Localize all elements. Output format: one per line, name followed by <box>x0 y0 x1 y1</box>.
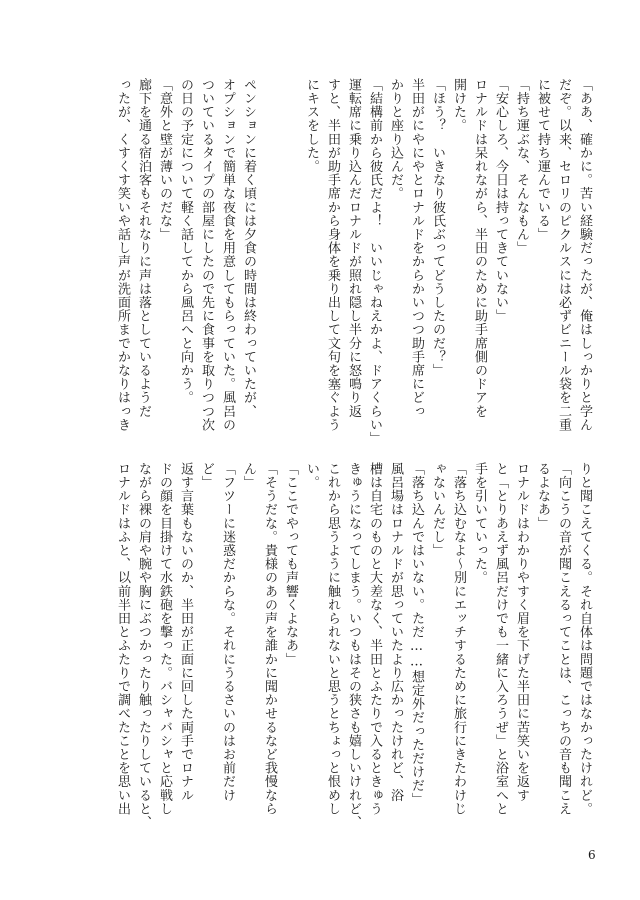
text-line: 「安心しろ、今日は持ってきていない」 <box>493 78 508 323</box>
text-line: ロナルドは呆れながら、半田のために助手席側のドアを <box>472 78 487 418</box>
text-line: 開けた。 <box>451 78 466 133</box>
text-line: きゅうになってしまう。いつもはその狭さも嬉しいけれど、 <box>346 462 361 830</box>
text-line: の日の予定について軽く話してから風呂へと向かう。 <box>178 78 193 405</box>
text-line: ゃないんだし」 <box>430 462 445 558</box>
text-block-lower <box>112 462 595 837</box>
text-line: 「持ち運ぶな、そんなもん」 <box>514 78 529 255</box>
text-line: ついているタイプの部屋にしたので先に食事を取りつつ次 <box>199 78 214 432</box>
text-line: にキスをした。 <box>304 78 319 174</box>
text-block-upper <box>112 78 595 453</box>
text-line: ったが、くすくす笑いや話し声が洗面所までかなりはっき <box>115 78 130 432</box>
text-line: ロナルドはふと、以前半田とふたりで調べたことを思い出 <box>115 462 130 816</box>
text-line: と「とりあえず風呂だけでも一緒に入ろうぜ」と浴室へと <box>493 462 508 816</box>
text-line: 「そうだな。貴様のあの声を誰かに聞かせるなど我慢なら <box>262 462 277 816</box>
text-line: 「意外と壁が薄いのだな」 <box>157 78 172 242</box>
text-line: に被せて持ち運んでいる」 <box>535 78 550 242</box>
text-line: 「結構前から彼氏だよ！ いいじゃねえかよ、ドアくらい」 <box>367 78 382 446</box>
text-line: 廊下を通る宿泊客もそれなりに声は落としているようだ <box>136 78 151 418</box>
text-line: るよなあ」 <box>535 462 550 530</box>
text-line: りと聞こえてくる。それ自体は問題ではなかったけれど。 <box>577 462 592 816</box>
text-line: 「向こうの音が聞こえるってことは、こっちの音も聞こえ <box>556 462 571 816</box>
text-line: 「ここでやっても声響くよなあ」 <box>283 462 298 666</box>
text-line: これから思うように触れられないと思うとちょっと恨めし <box>325 462 340 816</box>
text-line <box>259 78 280 453</box>
text-line: だぞ。以来、セロリのピクルスには必ずビニール袋を二重 <box>556 78 571 432</box>
text-line: 手を引いていった。 <box>472 462 487 585</box>
text-line <box>280 78 301 453</box>
text-line: ペンションに着く頃には夕食の時間は終わっていたが、 <box>241 78 256 418</box>
text-line: ロナルドはわかりやすく眉を下げた半田に苦笑いを返す <box>514 462 529 802</box>
text-line: オプションで簡単な夜食を用意してもらっていた。風呂の <box>220 78 235 432</box>
page-number: 6 <box>588 848 596 862</box>
text-line: 運転席に乗り込んだロナルドが照れ隠し半分に怒鳴り返 <box>346 78 361 418</box>
text-line: すと、半田が助手席から身体を乗り出して文句を塞ぐよう <box>325 78 340 432</box>
text-line: ん」 <box>241 462 256 490</box>
text-line: 風呂場はロナルドが思っていたより広かったけれど、浴 <box>388 462 403 802</box>
text-line: 半田がにやにやとロナルドをからかいつつ助手席にどっ <box>409 78 424 418</box>
text-line: い。 <box>304 462 319 490</box>
text-line: 返す言葉もないのか、半田が正面に回した両手でロナル <box>178 462 193 802</box>
text-line: 槽は自宅のものと大差なく、半田とふたりで入るときゅう <box>367 462 382 816</box>
text-line: ど」 <box>199 462 214 490</box>
text-line: かりと座り込んだ。 <box>388 78 403 201</box>
text-line: 「フツーに迷惑だからな。それにうるさいのはお前だけ <box>220 462 235 802</box>
text-line: 「落ち込んではいない。ただ……想定外だっただけだ」 <box>409 462 424 806</box>
text-line: ながら裸の肩や腕や胸にぶつかったり触ったりしていると、 <box>136 462 151 830</box>
text-line: 「ほう？ いきなり彼氏ぶってどうしたのだ？」 <box>430 78 445 378</box>
text-line: 「ああ、確かに。苦い経験だったが、俺はしっかりと学ん <box>577 78 592 432</box>
text-line: ドの顔を目掛けて水鉄砲を撃った。バシャバシャと応戦し <box>157 462 172 816</box>
text-line: 「落ち込むなよ～別にエッチするために旅行にきたわけじ <box>451 462 466 816</box>
